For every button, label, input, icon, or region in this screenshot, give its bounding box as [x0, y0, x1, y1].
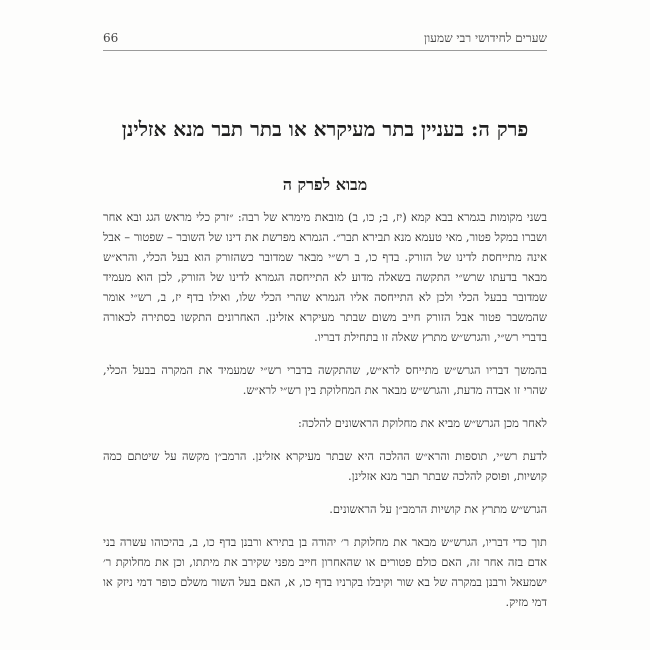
running-header: [103, 28, 547, 51]
paragraph: בשני מקומות בגמרא בבא קמא (יז, ב; כו, ב) מובאת מימרא של רבה: ״זרק כלי מראש הגג ובא אחר ושברו במקל פטור, מאי טעמא מנא תבירא תבר״. הגמרא מפרשת את דינו של השובר – שפטור – אבל אינה מתייחסת לדינו של הזורק. בדף כו, ב רש״י מבאר שמדובר כשהזורק הוא בעל הכלי, והרא״ש מבאר בדעתו שרש״י התקשה בשאלה מדוע לא התייחסה הגמרא לדינו של הזורק, לכן הוא מעמיד שמדובר בבעל הכלי ולכן לא התייחסה אליו הגמרא שהרי הכלי שלו, ואילו בדף יז, ב, רש״י אומר שהמשבר פטור אבל הזורק חייב משום שבתר מעיקרא אזלינן. האחרונים התקשו בסתירה לכאורה בדברי רש״י, והגרש״ש מתרץ שאלה זו בתחילת דבריו.: [103, 210, 547, 344]
paragraph: הגרש״ש מתרץ את קושיות הרמב״ן על הראשונים.: [329, 502, 547, 516]
paragraph: לדעת רש״י, תוספות והרא״ש ההלכה היא שבתר מעיקרא אזלינן. הרמב״ן מקשה על שיטתם כמה קושיות, ופוסק להלכה שבתר תבר מנא אזלינן.: [103, 449, 547, 483]
paragraph: בהמשך דבריו הגרש״ש מתייחס לרא״ש, שהתקשה בדברי רש״י שמעמיד את המקרה בבעל הכלי, שהרי זו אבדה מדעת, והגרש״ש מבאר את המחלוקת בין רש״י לרא״ש.: [103, 363, 547, 397]
paragraph: לאחר מכן הגרש״ש מביא את מחלוקת הראשונים להלכה:: [298, 416, 547, 430]
section-title: מבוא לפרק ה: [282, 175, 368, 194]
chapter-title: פרק ה: בעניין בתר מעיקרא או בתר תבר מנא אזלינן: [121, 117, 529, 141]
running-title: שערים לחידושי רבי שמעון: [424, 31, 547, 45]
paragraph: תוך כדי דבריו, הגרש״ש מבאר את מחלוקת ר׳ יהודה בן בתירא ורבנן בדף כו, ב, בהיכוהו עשרה בני אדם בזה אחר זה, האם כולם פטורים או שהאחרון חייב מפני שקירב את מיתתו, וכן את מחלוקת ר׳ ישמעאל ורבנן במקרה של בא שור וקיבלו בקרניו בדף כו, א, האם בעל השור משלם כופר דמי ניזק או דמי מזיק.: [103, 535, 547, 609]
page-number: 66: [103, 31, 119, 45]
body-text: [103, 207, 547, 625]
